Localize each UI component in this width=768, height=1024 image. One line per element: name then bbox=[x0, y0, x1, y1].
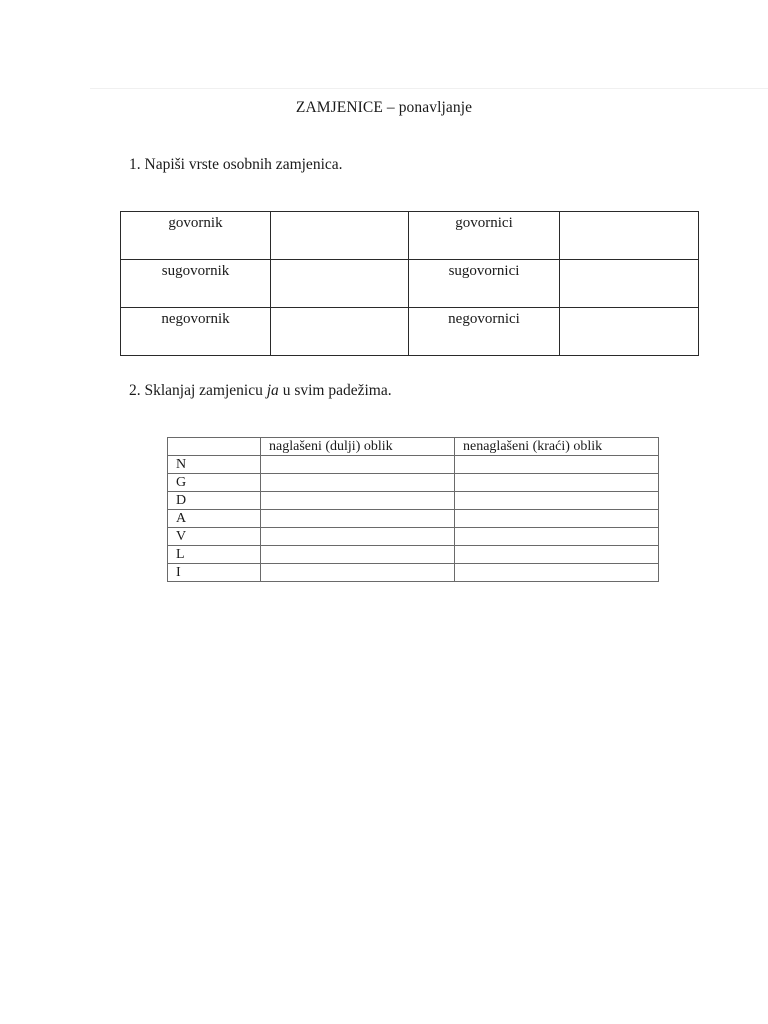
answer-cell bbox=[261, 510, 455, 528]
answer-cell bbox=[271, 212, 409, 260]
table-row bbox=[121, 308, 699, 356]
case-label: N bbox=[168, 456, 261, 474]
header-cell: nenaglašeni (kraći) oblik bbox=[455, 438, 659, 456]
header-cell: naglašeni (dulji) oblik bbox=[261, 438, 455, 456]
table-cell: negovornik bbox=[121, 308, 271, 356]
table-row bbox=[168, 546, 659, 564]
case-label: G bbox=[168, 474, 261, 492]
case-label: V bbox=[168, 528, 261, 546]
answer-cell bbox=[261, 456, 455, 474]
answer-cell bbox=[455, 546, 659, 564]
answer-cell bbox=[261, 492, 455, 510]
answer-cell bbox=[455, 492, 659, 510]
table-row bbox=[168, 474, 659, 492]
question-2-text-end: u svim padežima. bbox=[278, 382, 392, 399]
answer-cell bbox=[455, 528, 659, 546]
answer-cell bbox=[560, 308, 699, 356]
answer-cell bbox=[560, 212, 699, 260]
answer-cell bbox=[261, 564, 455, 582]
answer-cell bbox=[560, 260, 699, 308]
table-cell: sugovornik bbox=[121, 260, 271, 308]
table-cell: negovornici bbox=[409, 308, 560, 356]
case-label: I bbox=[168, 564, 261, 582]
table-row bbox=[121, 260, 699, 308]
page-title: ZAMJENICE – ponavljanje bbox=[295, 99, 473, 116]
table-cell: sugovornici bbox=[409, 260, 560, 308]
answer-cell bbox=[261, 546, 455, 564]
table-cell: govornik bbox=[121, 212, 271, 260]
table-row bbox=[168, 456, 659, 474]
question-2 bbox=[129, 382, 392, 400]
case-label: D bbox=[168, 492, 261, 510]
question-2-pronoun: ja bbox=[266, 382, 279, 399]
answer-cell bbox=[455, 456, 659, 474]
answer-cell bbox=[455, 564, 659, 582]
table-row bbox=[168, 492, 659, 510]
question-2-text-start: 2. Sklanjaj zamjenicu bbox=[129, 382, 267, 399]
table-row bbox=[168, 510, 659, 528]
answer-cell bbox=[261, 474, 455, 492]
case-label: A bbox=[168, 510, 261, 528]
table-row bbox=[121, 212, 699, 260]
answer-cell bbox=[271, 308, 409, 356]
declension-table bbox=[167, 437, 659, 582]
answer-cell bbox=[455, 510, 659, 528]
case-label: L bbox=[168, 546, 261, 564]
answer-cell bbox=[271, 260, 409, 308]
table-row bbox=[168, 564, 659, 582]
answer-cell bbox=[455, 474, 659, 492]
table-cell: govornici bbox=[409, 212, 560, 260]
table-header-row bbox=[168, 438, 659, 456]
header-cell bbox=[168, 438, 261, 456]
answer-cell bbox=[261, 528, 455, 546]
table-row bbox=[168, 528, 659, 546]
question-1: 1. Napiši vrste osobnih zamjenica. bbox=[129, 156, 343, 173]
personal-pronouns-table bbox=[120, 211, 699, 356]
page-top-rule bbox=[90, 88, 768, 89]
